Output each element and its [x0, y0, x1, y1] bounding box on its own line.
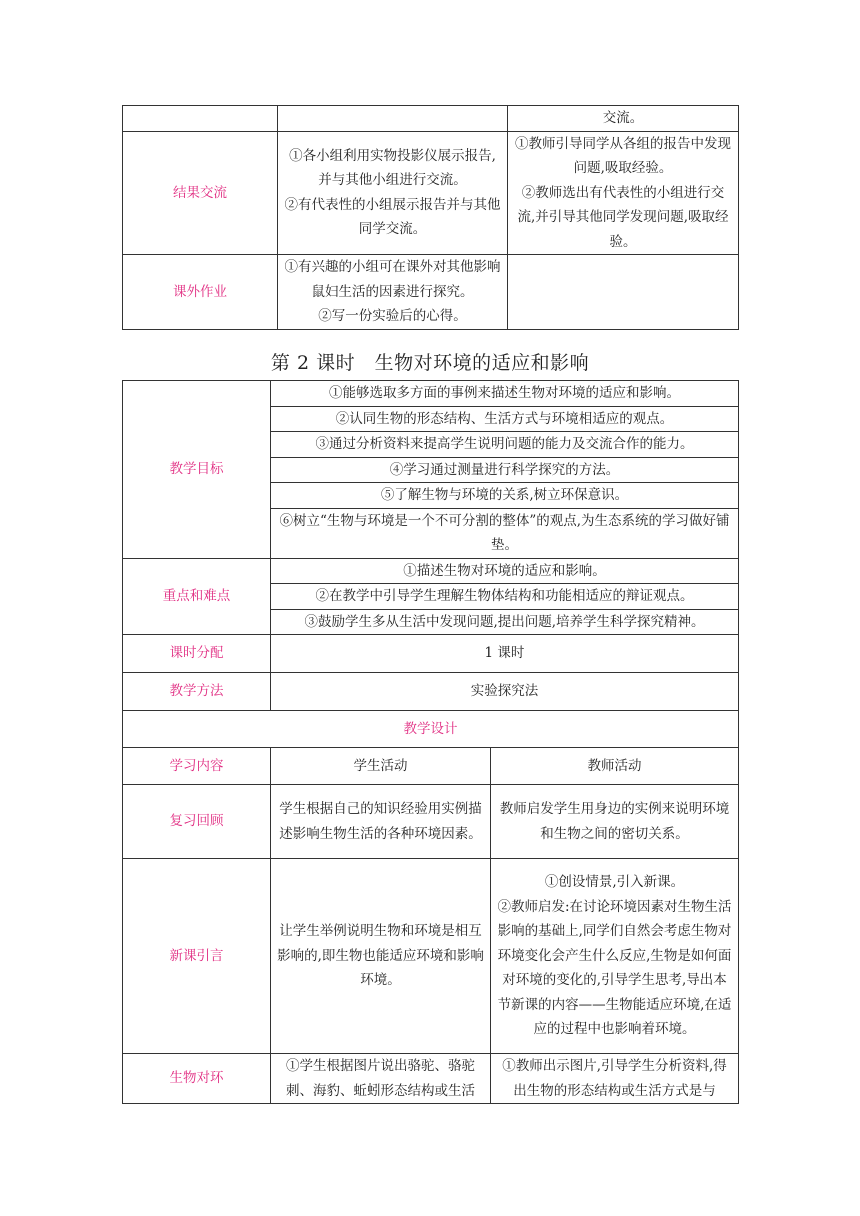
- table-row: [123, 785, 739, 859]
- key-point-item: ③鼓励学生多从生活中发现问题,提出问题,培养学生科学探究精神。: [271, 609, 739, 635]
- continued-lesson-table: [122, 105, 739, 330]
- teacher-activity-item: ①教师引导同学从各组的报告中发现问题,吸取经验。: [515, 135, 731, 176]
- table-row: [123, 748, 739, 785]
- goal-item: ④学习通过测量进行科学探究的方法。: [271, 457, 739, 483]
- row-label-key-points: 重点和难点: [123, 558, 271, 635]
- student-activity-cell: [278, 255, 508, 330]
- row-label-homework: 课外作业: [123, 255, 278, 330]
- teacher-activity-cell: 交流。: [508, 106, 739, 132]
- table-row: [123, 859, 739, 1054]
- teacher-activity-item: ②教师启发:在讨论环境因素对生物生活影响的基础上,同学们自然会考虑生物对环境变化会产生什么反应,生物是如何面对环境的变化的,引导学生思考,导出本节新课的内容——生物能适应环境,在适应的过程中也影响着环境。: [497, 898, 732, 1038]
- student-activity-item: ①各小组利用实物投影仪展示报告,并与其他小组进行交流。: [289, 147, 496, 189]
- table-row: [123, 255, 739, 330]
- table-row: [123, 381, 739, 407]
- goal-item: ②认同生物的形态结构、生活方式与环境相适应的观点。: [271, 406, 739, 432]
- row-label-method: 教学方法: [123, 673, 271, 711]
- teacher-activity-cell: ①教师出示图片,引导学生分析资料,得出生物的形态结构或生活方式是与: [491, 1054, 739, 1104]
- row-label-intro: 新课引言: [123, 859, 271, 1054]
- lesson-plan-table: [122, 380, 739, 1104]
- goal-item: ①能够选取多方面的事例来描述生物对环境的适应和影响。: [271, 381, 739, 407]
- header-student: 学生活动: [271, 748, 491, 785]
- table-row: [123, 711, 739, 748]
- student-activity-cell: 让学生举例说明生物和环境是相互影响的,即生物也能适应环境和影响环境。: [271, 859, 491, 1054]
- teacher-activity-cell: 教师启发学生用身边的实例来说明环境和生物之间的密切关系。: [491, 785, 739, 859]
- student-activity-cell: 学生根据自己的知识经验用实例描述影响生物生活的各种环境因素。: [271, 785, 491, 859]
- row-label-adapt: 生物对环: [123, 1054, 271, 1104]
- table-cell: [278, 106, 508, 132]
- header-teacher: 教师活动: [491, 748, 739, 785]
- row-label-goals: 教学目标: [123, 381, 271, 559]
- teacher-activity-cell: [508, 131, 739, 255]
- row-label-results: 结果交流: [123, 131, 278, 255]
- goal-item: ⑤了解生物与环境的关系,树立环保意识。: [271, 483, 739, 509]
- table-row: [123, 1054, 739, 1104]
- table-row: [123, 635, 739, 673]
- method-value: 实验探究法: [271, 673, 739, 711]
- lesson-title: 第 2 课时 生物对环境的适应和影响: [270, 352, 590, 374]
- key-point-item: ②在教学中引导学生理解生物体结构和功能相适应的辩证观点。: [271, 584, 739, 610]
- student-activity-item: ①有兴趣的小组可在课外对其他影响鼠妇生活的因素进行探究。: [284, 259, 501, 300]
- time-value: 1 课时: [271, 635, 739, 673]
- design-header: 教学设计: [123, 711, 739, 748]
- table-row: [123, 673, 739, 711]
- student-activity-cell: [278, 131, 508, 255]
- goal-item: ⑥树立“生物与环境是一个不可分割的整体”的观点,为生态系统的学习做好铺垫。: [271, 508, 739, 558]
- goal-item: ③通过分析资料来提高学生说明问题的能力及交流合作的能力。: [271, 432, 739, 458]
- table-row: [123, 131, 739, 255]
- student-activity-cell: ①学生根据图片说出骆驼、骆驼刺、海豹、蚯蚓形态结构或生活: [271, 1054, 491, 1104]
- teacher-activity-item: ②教师选出有代表性的小组进行交流,并引导其他同学发现问题,吸取经验。: [517, 184, 729, 250]
- header-content: 学习内容: [123, 748, 271, 785]
- teacher-activity-cell: [508, 255, 739, 330]
- key-point-item: ①描述生物对环境的适应和影响。: [271, 558, 739, 584]
- row-label-time: 课时分配: [123, 635, 271, 673]
- table-cell: [123, 106, 278, 132]
- teacher-activity-item: ①创设情景,引入新课。: [544, 874, 685, 891]
- table-row: [123, 558, 739, 584]
- teacher-activity-cell: [491, 859, 739, 1054]
- student-activity-item: ②有代表性的小组展示报告并与其他同学交流。: [284, 196, 501, 238]
- row-label-review: 复习回顾: [123, 785, 271, 859]
- table-row: [123, 106, 739, 132]
- student-activity-item: ②写一份实验后的心得。: [318, 308, 467, 324]
